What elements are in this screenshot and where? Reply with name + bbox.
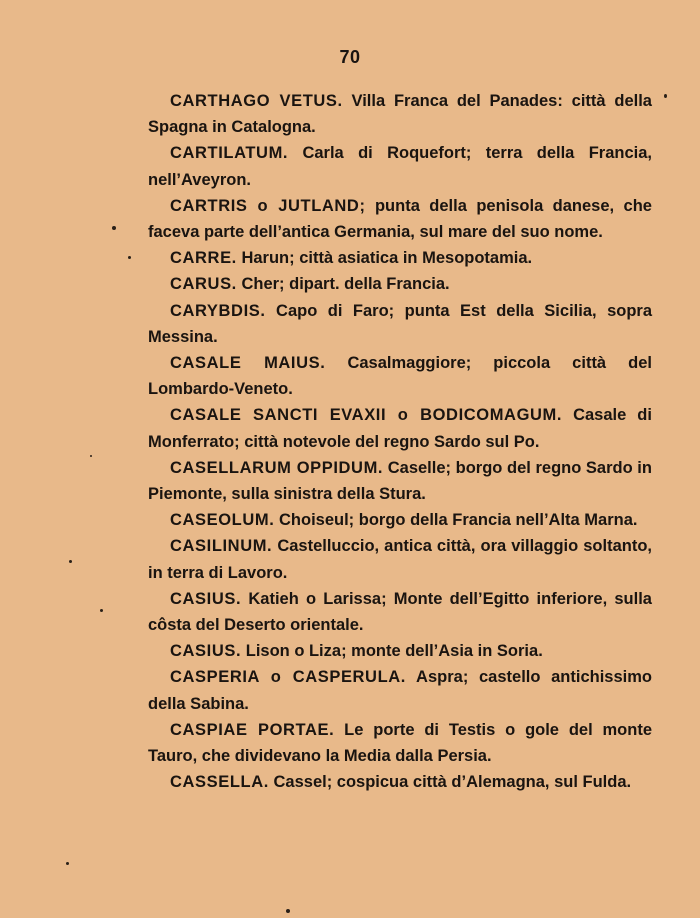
entry-text: Caselle; borgo del regno Sardo in Piemonte, sulla sinistra della Stura.: [148, 458, 652, 504]
entry-headword: CARRE.: [170, 249, 237, 268]
entry-text: Cher; dipart. della Francia.: [241, 275, 450, 294]
scan-speck: [128, 256, 131, 259]
scan-speck: [286, 909, 290, 913]
entry-text: Casalmaggiore; piccola città del Lombardo-Veneto.: [148, 354, 652, 399]
entry-text: punta della penisola danese, che faceva parte dell’antica Germania, sul mare del suo nome.: [148, 196, 652, 242]
gazetteer-entries: [148, 88, 652, 795]
entry-headword: CASALE MAIUS.: [170, 354, 326, 373]
scan-speck: [69, 560, 72, 563]
entry-headword: CASPIAE PORTAE.: [170, 720, 335, 739]
entry-headword: CASIUS.: [170, 642, 242, 661]
entry-headword: CASELLARUM OPPIDUM.: [170, 458, 384, 477]
entry-headword: CASILINUM.: [170, 537, 273, 556]
entry-text: Harun; città asiatica in Mesopotamia.: [241, 249, 533, 268]
entry: [148, 402, 652, 454]
entry-text: Cassel; cospicua città d’Alemagna, sul Fulda.: [273, 773, 632, 792]
entry: [148, 717, 652, 769]
entry: [148, 140, 652, 192]
entry-headword: CARYBDIS.: [170, 301, 266, 320]
entry: [148, 298, 652, 350]
entry: [148, 350, 652, 402]
entry-text: Capo di Faro; punta Est della Sicilia, sopra Messina.: [148, 301, 652, 346]
entry-headword: CASIUS.: [170, 589, 242, 608]
entry-headword: CASPERIA o CASPERULA.: [170, 668, 406, 687]
entry-headword: CARTHAGO VETUS.: [170, 92, 343, 110]
entry-text: Carla di Roquefort; terra della Francia, nell’Aveyron.: [148, 144, 652, 189]
entry: [148, 88, 652, 140]
scan-speck: [664, 94, 667, 98]
entry: [148, 507, 652, 533]
entry-headword: CASSELLA.: [170, 773, 269, 792]
entry-headword: CARTILATUM.: [170, 144, 289, 163]
entry: [148, 533, 652, 585]
scan-speck: [66, 862, 69, 865]
entry: [148, 664, 652, 716]
entry: [148, 455, 652, 507]
scan-speck: [112, 226, 116, 230]
scan-speck: [90, 455, 92, 457]
entry: [148, 586, 652, 638]
entry-text: Lison o Liza; monte dell’Asia in Soria.: [245, 642, 543, 661]
entry-headword: CASALE SANCTI EVAXII o BODICOMAGUM.: [170, 406, 563, 425]
entry: [148, 271, 652, 297]
page-number: 70: [339, 47, 361, 67]
entry-text: Katieh o Larissa; Monte dell’Egitto inferiore, sulla côsta del Deserto orientale.: [148, 589, 652, 635]
entry: [148, 769, 652, 795]
entry: [148, 245, 652, 271]
entry-text: Casale di Monferrato; città notevole del regno Sardo sul Po.: [148, 406, 652, 451]
entry-text: Le porte di Testis o gole del monte Tauro, che dividevano la Media dalla Persia.: [148, 720, 653, 766]
entry: [148, 193, 652, 245]
entry-headword: CARTRIS o JUTLAND;: [170, 196, 366, 215]
entry-headword: CARUS.: [170, 275, 237, 294]
entry-text: Villa Franca del Panades: città della Spagna in Catalogna.: [148, 92, 652, 137]
entry-text: Aspra; castello antichissimo della Sabina.: [148, 668, 652, 713]
entry-text: Choiseul; borgo della Francia nell’Alta Marna.: [279, 511, 638, 530]
entry-headword: CASEOLUM.: [170, 511, 275, 530]
scan-speck: [100, 609, 103, 612]
entry-text: Castelluccio, antica città, ora villaggio soltanto, in terra di Lavoro.: [148, 537, 652, 582]
entry: [148, 638, 652, 664]
